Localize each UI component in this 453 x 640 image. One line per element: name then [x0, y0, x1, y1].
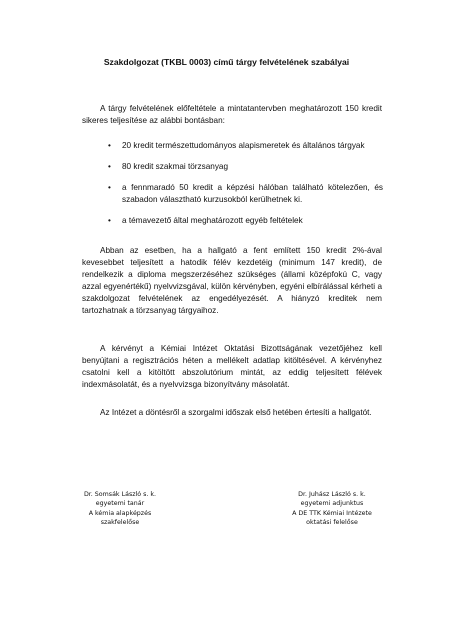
list-item-text: 20 kredit természettudományos alapismeretek és általános tárgyak — [122, 141, 365, 150]
bullet-icon: • — [108, 216, 111, 226]
paragraph-exception: Abban az esetben, ha a hallgató a fent említett 150 kredit 2%-ával kevesebbet teljesített a hatodik félév kezdetéig (minimum 147 kredit), de rendelkezik a diploma megszerzéséhez szükséges (állami középfokú C, vagy azzal egyenértékű) nyelvvizsgával, külön kérvényben, egyéni elbírálással kérheti a szakdolgozat felvételének az engedélyezését. A hiányzó kreditek nem tartozhatnak a törzsanyag tárgyaihoz. — [82, 246, 382, 316]
list-item — [108, 140, 383, 152]
signatory-title: A kémia alapképzés — [88, 509, 152, 517]
list-item — [108, 182, 383, 206]
list-item-text: 80 kredit szakmai törzsanyag — [122, 162, 229, 172]
list-item-text: a fennmaradó 50 kredit a képzési hálóban található kötelezően, és szabadon választható kurzusokból kerülhetnek ki. — [122, 183, 383, 205]
list-item-text: a témavezető által meghatározott egyéb feltételek — [122, 216, 303, 226]
list-item — [108, 161, 383, 173]
signatory-name: Dr. Juhász László s. k. — [298, 491, 366, 498]
bullet-icon: • — [108, 162, 111, 172]
signature-block-left — [60, 490, 180, 527]
bullet-icon: • — [108, 183, 111, 193]
signature-block-right — [262, 490, 402, 527]
paragraph-notification: Az Intézet a döntésről a szorgalmi időszak első hetében értesíti a hallgatót. — [100, 408, 372, 417]
signatory-name: Dr. Somsák László s. k. — [83, 491, 157, 498]
signatory-title-cont: szakfelelőse — [100, 518, 140, 526]
list-item — [108, 215, 383, 227]
bullet-icon: • — [108, 141, 111, 150]
paragraph-prerequisites: A tárgy felvételének előfeltétele a mintatantervben meghatározott 150 kredit sikeres teljesítése az alábbi bontásban: — [82, 104, 382, 126]
signatory-role: egyetemi tanár — [95, 500, 145, 508]
signatory-role: egyetemi adjunktus — [300, 500, 364, 508]
credit-requirements-list — [108, 140, 383, 227]
document-title: Szakdolgozat (TKBL 0003) című tárgy felvételének szabályai — [103, 57, 350, 67]
paragraph-application: A kérvényt a Kémiai Intézet Oktatási Bizottságának vezetőjéhez kell benyújtani a regisztrációs héten a mellékelt adatlap kitöltésével. A kérvényhez csatolni kell a kitöltött abszolutórium mintát, az eddig teljesített félévek indexmásolatát, és a nyelvvizsga bizonyítvány másolatát. — [82, 344, 382, 390]
signatory-title-cont: oktatási felelőse — [306, 518, 358, 526]
signatory-title: A DE TTK Kémiai Intézete — [292, 509, 372, 517]
